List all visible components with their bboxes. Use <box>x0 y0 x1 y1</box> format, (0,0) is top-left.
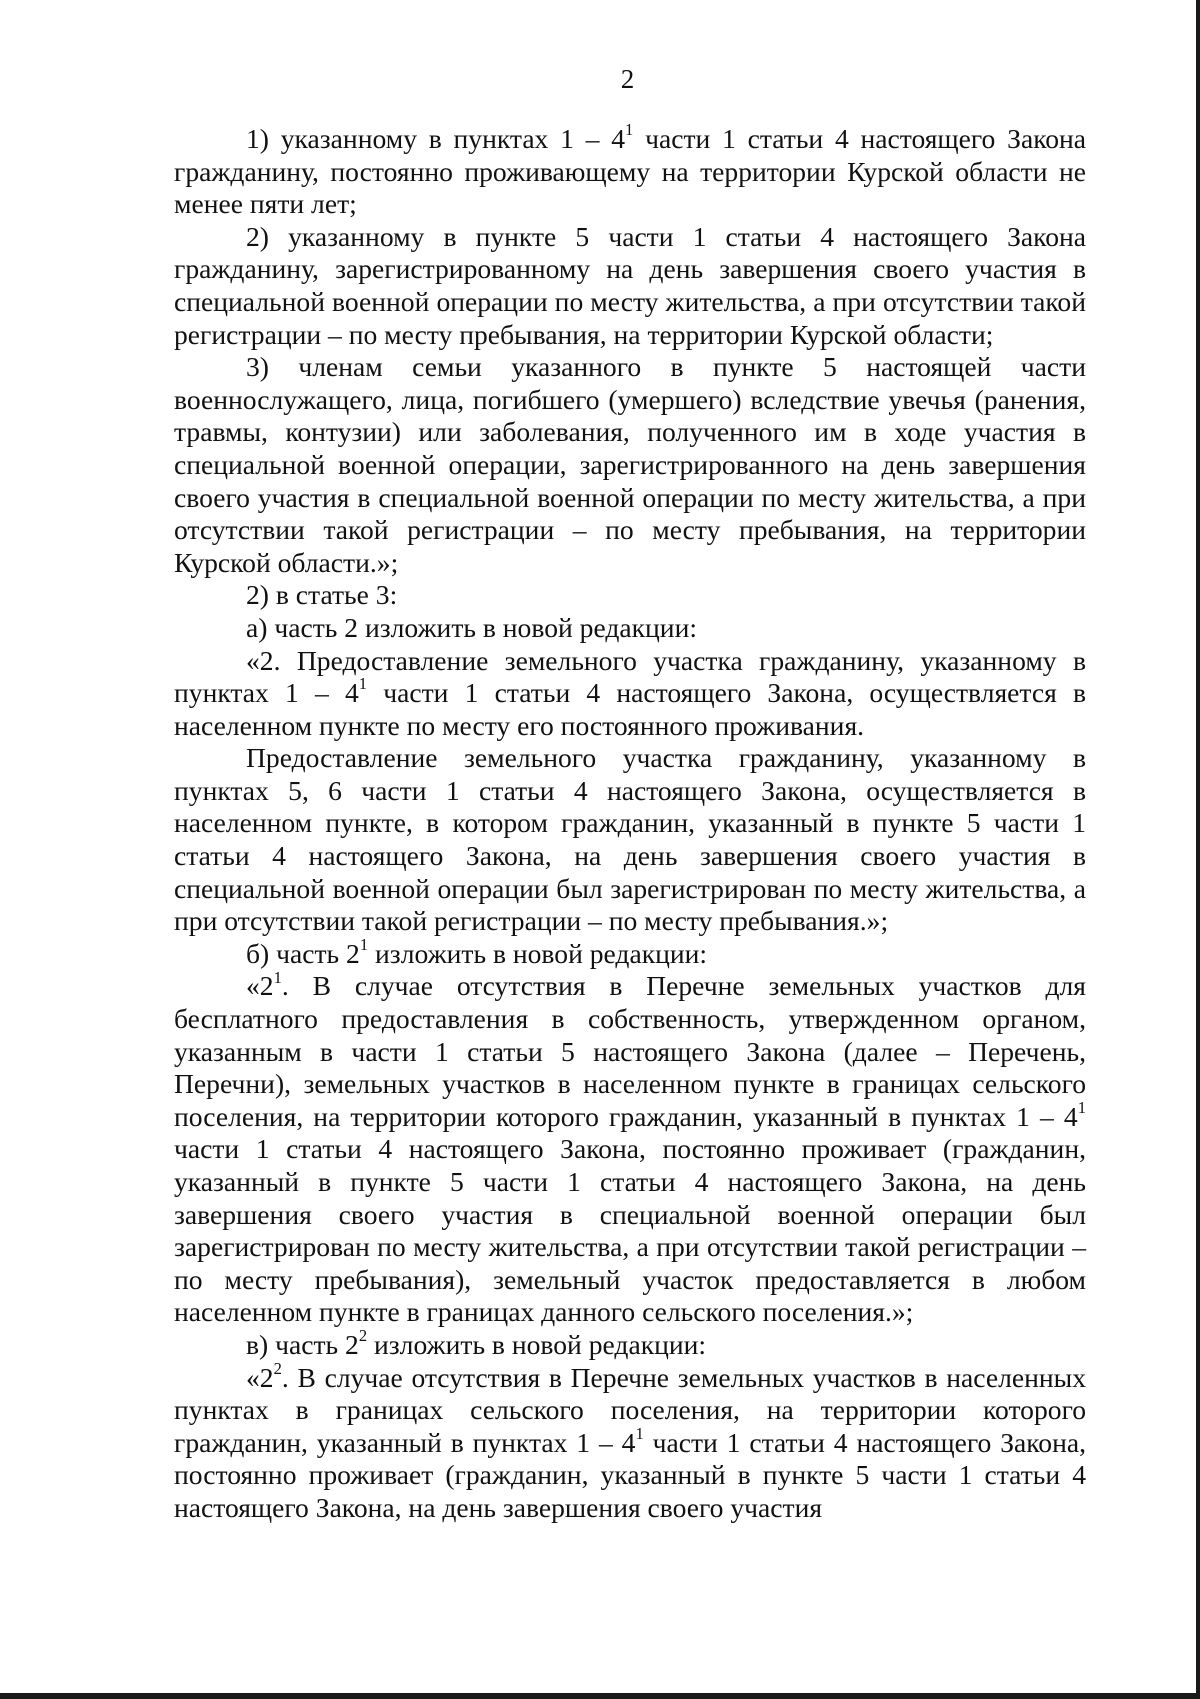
paragraph: «$2^2$. В случае отсутствия в Перечне земельных участков в населенных пунктах в границах сельского поселения, на территории которого гражданин, указанный в пунктах $1 - 4^1$ части 1 статьи 4 настоящего Закона, постоянно проживает (гражданин, указанный в пункте 5 части 1 статьи 4 настоящего Закона, на день завершения своего участия <box>174 1358 1086 1523</box>
paragraph: а) часть 2 изложить в новой редакции: <box>246 611 697 643</box>
paragraph: 2) в статье 3: <box>246 579 398 611</box>
scan-edge-bottom <box>0 1693 1200 1699</box>
document-body <box>174 120 1087 1525</box>
paragraph: 3) членам семьи указанного в пункте 5 настоящей части военнослужащего, лица, погибшего (умершего) вследствие увечья (ранения, травмы, контузии) или заболевания, полученного им в ходе участия в специальной военной операции, зарегистрированного на день завершения своего участия в специальной военной операции по месту жительства, а при отсутствии такой регистрации – по месту пребывания, на территории Курской области.»; <box>174 351 1086 578</box>
paragraph: «2. Предоставление земельного участка гражданину, указанному в пунктах $1 - 4^1$ части 1 статьи 4 настоящего Закона, осуществляется в населенном пункте по месту его постоянного проживания. <box>174 644 1086 741</box>
paragraph: 2) указанному в пункте 5 части 1 статьи 4 настоящего Закона гражданину, зарегистрированному на день завершения своего участия в специальной военной операции по месту жительства, а при отсутствии такой регистрации – по месту пребывания, на территории Курской области; <box>174 220 1086 350</box>
scan-edge-right <box>1196 0 1200 1699</box>
page-number: 2 <box>620 64 635 94</box>
paragraph: в) часть $2^2$ изложить в новой редакции: <box>246 1326 707 1360</box>
paragraph: 1) указанному в пунктах $1 - 4^1$ части 1 статьи 4 настоящего Закона гражданину, постоянно проживающему на территории Курской области не менее пяти лет; <box>174 120 1087 220</box>
paragraph: Предоставление земельного участка гражданину, указанному в пунктах 5, 6 части 1 статьи 4 настоящего Закона, осуществляется в населенном пункте, в котором гражданин, указанный в пункте 5 части 1 статьи 4 настоящего Закона, на день завершения своего участия в специальной военной операции был зарегистрирован по месту жительства, а при отсутствии такой регистрации – по месту пребывания.»; <box>174 742 1086 937</box>
paragraph: «$2^1$. В случае отсутствия в Перечне земельных участков для бесплатного предоставления в собственность, утвержденном органом, указанным в части 1 статьи 5 настоящего Закона (далее – Перечень, Перечни), земельных участков в населенном пункте в границах сельского поселения, на территории которого гражданин, указанный в пунктах $1 - 4^1$ части 1 статьи 4 настоящего Закона, постоянно проживает (гражданин, указанный в пункте 5 части 1 статьи 4 настоящего Закона, на день завершения своего участия в специальной военной операции был зарегистрирован по месту жительства, а при отсутствии такой регистрации – по месту пребывания), земельный участок предоставляется в любом населенном пункте в границах данного сельского поселения.»; <box>174 967 1086 1328</box>
paragraph: б) часть $2^1$ изложить в новой редакции: <box>246 935 708 969</box>
